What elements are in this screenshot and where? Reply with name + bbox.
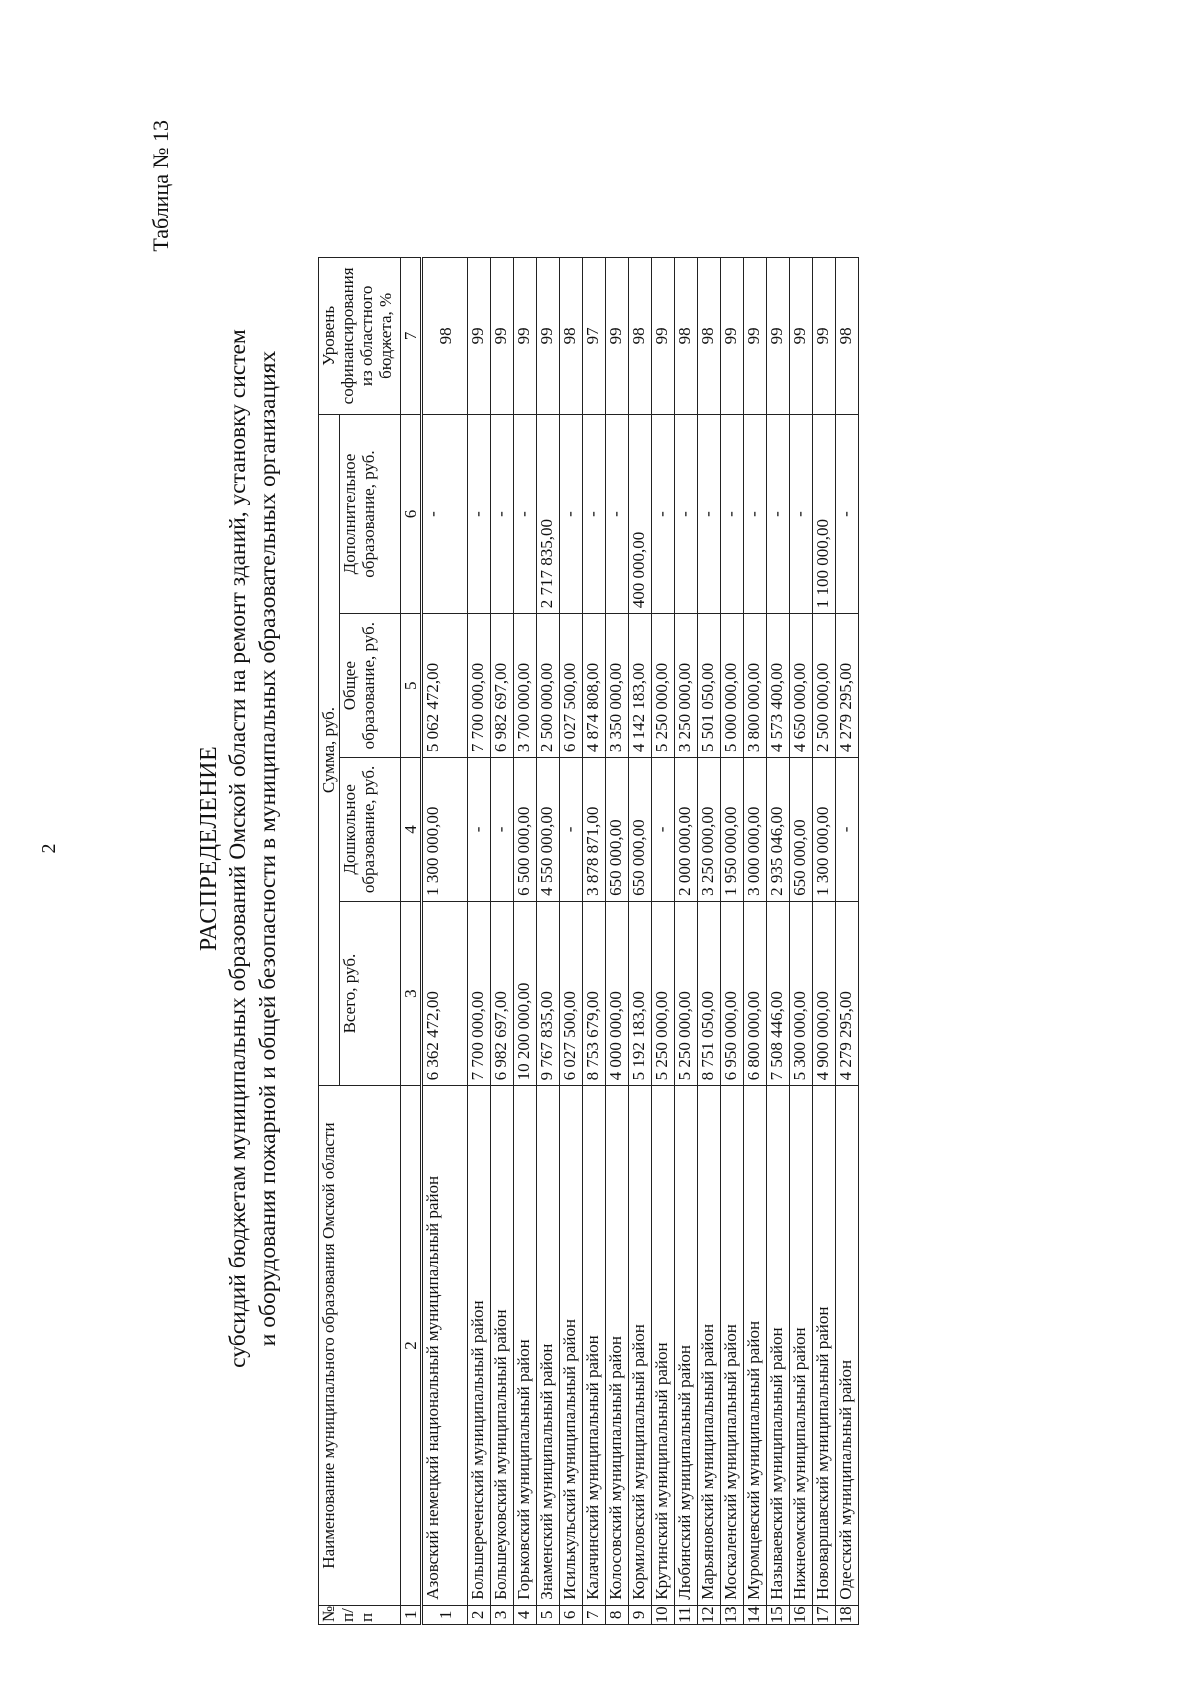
cell-no: 12	[698, 1605, 721, 1624]
cell-name: Крутинский муниципальный район	[652, 1086, 675, 1605]
cell-no: 10	[652, 1605, 675, 1624]
cell-no: 14	[744, 1605, 767, 1624]
cell-general: 3 700 000,00	[514, 614, 537, 758]
cell-preschool: -	[491, 758, 514, 902]
cell-additional: -	[491, 414, 514, 614]
column-number: 7	[401, 258, 422, 415]
cell-additional: -	[514, 414, 537, 614]
cell-rate: 99	[468, 258, 491, 415]
cell-general: 5 501 050,00	[698, 614, 721, 758]
cell-no: 16	[790, 1605, 813, 1624]
table-row	[583, 258, 606, 1625]
cell-rate: 99	[491, 258, 514, 415]
page-number: 2	[38, 843, 60, 854]
cell-name: Марьяновский муниципальный район	[698, 1086, 721, 1605]
cell-total: 7 700 000,00	[468, 901, 491, 1086]
cell-additional: -	[744, 414, 767, 614]
table-row	[491, 258, 514, 1625]
cell-total: 5 300 000,00	[790, 901, 813, 1086]
cell-name: Нововаршавский муниципальный район	[813, 1086, 836, 1605]
title-block	[195, 0, 283, 1697]
cell-no: 17	[813, 1605, 836, 1624]
cell-name: Называевский муниципальный район	[767, 1086, 790, 1605]
cell-name: Большеуковский муниципальный район	[491, 1086, 514, 1605]
cell-rate: 99	[606, 258, 629, 415]
cell-total: 4 279 295,00	[836, 901, 859, 1086]
cell-rate: 98	[675, 258, 698, 415]
cell-name: Знаменский муниципальный район	[537, 1086, 560, 1605]
cell-additional: -	[790, 414, 813, 614]
cell-name: Кормиловский муниципальный район	[629, 1086, 652, 1605]
cell-rate: 98	[560, 258, 583, 415]
header-general: Общее образование, руб.	[340, 614, 401, 758]
table-row	[698, 258, 721, 1625]
cell-no: 11	[675, 1605, 698, 1624]
cell-preschool: 1 300 000,00	[813, 758, 836, 902]
cell-total: 6 800 000,00	[744, 901, 767, 1086]
table-row	[675, 258, 698, 1625]
table-row	[721, 258, 744, 1625]
cell-total: 9 767 835,00	[537, 901, 560, 1086]
cell-total: 4 900 000,00	[813, 901, 836, 1086]
cell-name: Калачинский муниципальный район	[583, 1086, 606, 1605]
cell-total: 7 508 446,00	[767, 901, 790, 1086]
table-row	[468, 258, 491, 1625]
cell-preschool: 1 950 000,00	[721, 758, 744, 902]
column-number: 4	[401, 758, 422, 902]
table-row	[767, 258, 790, 1625]
cell-rate: 99	[790, 258, 813, 415]
cell-total: 8 753 679,00	[583, 901, 606, 1086]
cell-preschool: 3 000 000,00	[744, 758, 767, 902]
cell-name: Исилькульский муниципальный район	[560, 1086, 583, 1605]
table-row	[790, 258, 813, 1625]
header-no: № п/п	[319, 1605, 401, 1624]
cell-additional: -	[652, 414, 675, 614]
cell-general: 4 573 400,00	[767, 614, 790, 758]
document-subtitle-line-1: субсидий бюджетам муниципальных образований Омской области на ремонт зданий, установку систем	[225, 329, 251, 1368]
cell-general: 4 650 000,00	[790, 614, 813, 758]
cell-additional: -	[606, 414, 629, 614]
cell-total: 5 192 183,00	[629, 901, 652, 1086]
cell-rate: 99	[744, 258, 767, 415]
table-row	[629, 258, 652, 1625]
header-rate: Уровень софинансирования из областного бюджета, %	[319, 258, 401, 415]
header-sum-group: Сумма, руб.	[319, 414, 340, 1086]
cell-general: 3 800 000,00	[744, 614, 767, 758]
table-row	[422, 258, 468, 1625]
cell-name: Москаленский муниципальный район	[721, 1086, 744, 1605]
cell-no: 3	[491, 1605, 514, 1624]
cell-name: Нижнеомский муниципальный район	[790, 1086, 813, 1605]
cell-total: 6 982 697,00	[491, 901, 514, 1086]
table-row	[560, 258, 583, 1625]
cell-no: 9	[629, 1605, 652, 1624]
cell-preschool: 3 878 871,00	[583, 758, 606, 902]
cell-general: 3 350 000,00	[606, 614, 629, 758]
distribution-table	[318, 257, 859, 1625]
cell-general: 5 250 000,00	[652, 614, 675, 758]
cell-rate: 99	[537, 258, 560, 415]
cell-rate: 97	[583, 258, 606, 415]
cell-rate: 98	[629, 258, 652, 415]
cell-no: 6	[560, 1605, 583, 1624]
header-total: Всего, руб.	[340, 901, 401, 1086]
cell-total: 5 250 000,00	[652, 901, 675, 1086]
cell-rate: 98	[422, 258, 468, 415]
cell-rate: 99	[514, 258, 537, 415]
cell-total: 8 751 050,00	[698, 901, 721, 1086]
cell-name: Любинский муниципальный район	[675, 1086, 698, 1605]
column-number: 6	[401, 414, 422, 614]
column-number-row	[401, 258, 422, 1625]
table-row	[537, 258, 560, 1625]
cell-total: 6 950 000,00	[721, 901, 744, 1086]
cell-total: 5 250 000,00	[675, 901, 698, 1086]
cell-no: 1	[422, 1605, 468, 1624]
cell-additional: -	[767, 414, 790, 614]
cell-general: 6 027 500,00	[560, 614, 583, 758]
cell-name: Большереченский муниципальный район	[468, 1086, 491, 1605]
cell-name: Муромцевский муниципальный район	[744, 1086, 767, 1605]
cell-total: 4 000 000,00	[606, 901, 629, 1086]
cell-preschool: 650 000,00	[790, 758, 813, 902]
cell-general: 7 700 000,00	[468, 614, 491, 758]
cell-preschool: 2 000 000,00	[675, 758, 698, 902]
cell-general: 5 062 472,00	[422, 614, 468, 758]
cell-general: 4 279 295,00	[836, 614, 859, 758]
column-number: 2	[401, 1086, 422, 1605]
cell-rate: 99	[721, 258, 744, 415]
cell-additional: -	[583, 414, 606, 614]
cell-additional: -	[675, 414, 698, 614]
cell-general: 3 250 000,00	[675, 614, 698, 758]
column-number: 3	[401, 901, 422, 1086]
cell-no: 2	[468, 1605, 491, 1624]
table-row	[514, 258, 537, 1625]
cell-general: 6 982 697,00	[491, 614, 514, 758]
header-name: Наименование муниципального образования Омской области	[319, 1086, 401, 1605]
cell-additional: -	[560, 414, 583, 614]
cell-preschool: -	[560, 758, 583, 902]
cell-general: 4 142 183,00	[629, 614, 652, 758]
cell-no: 5	[537, 1605, 560, 1624]
cell-preschool: -	[468, 758, 491, 902]
cell-rate: 98	[698, 258, 721, 415]
document-subtitle-line-2: и оборудования пожарной и общей безопасности в муниципальных образовательных организациях	[255, 350, 281, 1347]
cell-no: 18	[836, 1605, 859, 1624]
table-row	[836, 258, 859, 1625]
table-number: Таблица № 13	[148, 120, 173, 252]
cell-name: Азовский немецкий национальный муниципальный район	[422, 1086, 468, 1605]
cell-additional: 1 100 000,00	[813, 414, 836, 614]
cell-additional: 2 717 835,00	[537, 414, 560, 614]
table-row	[652, 258, 675, 1625]
table-row	[606, 258, 629, 1625]
cell-additional: -	[422, 414, 468, 614]
cell-no: 4	[514, 1605, 537, 1624]
cell-preschool: 1 300 000,00	[422, 758, 468, 902]
cell-total: 6 362 472,00	[422, 901, 468, 1086]
table-row	[744, 258, 767, 1625]
cell-general: 2 500 000,00	[537, 614, 560, 758]
cell-rate: 98	[836, 258, 859, 415]
cell-additional: -	[468, 414, 491, 614]
cell-preschool: 2 935 046,00	[767, 758, 790, 902]
cell-additional: 400 000,00	[629, 414, 652, 614]
cell-rate: 99	[652, 258, 675, 415]
cell-rate: 99	[813, 258, 836, 415]
table-row	[813, 258, 836, 1625]
cell-name: Колосовский муниципальный район	[606, 1086, 629, 1605]
cell-total: 10 200 000,00	[514, 901, 537, 1086]
cell-no: 13	[721, 1605, 744, 1624]
header-additional: Дополнительное образование, руб.	[340, 414, 401, 614]
cell-additional: -	[721, 414, 744, 614]
cell-name: Горьковский муниципальный район	[514, 1086, 537, 1605]
cell-preschool: -	[836, 758, 859, 902]
cell-preschool: 650 000,00	[606, 758, 629, 902]
cell-general: 2 500 000,00	[813, 614, 836, 758]
document-title: РАСПРЕДЕЛЕНИЕ	[196, 745, 222, 952]
cell-general: 4 874 808,00	[583, 614, 606, 758]
column-number: 5	[401, 614, 422, 758]
header-preschool: Дошкольное образование, руб.	[340, 758, 401, 902]
cell-additional: -	[698, 414, 721, 614]
cell-no: 8	[606, 1605, 629, 1624]
cell-preschool: 650 000,00	[629, 758, 652, 902]
cell-name: Одесский муниципальный район	[836, 1086, 859, 1605]
cell-preschool: -	[652, 758, 675, 902]
cell-rate: 99	[767, 258, 790, 415]
cell-preschool: 3 250 000,00	[698, 758, 721, 902]
cell-general: 5 000 000,00	[721, 614, 744, 758]
cell-preschool: 4 550 000,00	[537, 758, 560, 902]
cell-total: 6 027 500,00	[560, 901, 583, 1086]
cell-no: 15	[767, 1605, 790, 1624]
cell-additional: -	[836, 414, 859, 614]
column-number: 1	[401, 1605, 422, 1624]
cell-no: 7	[583, 1605, 606, 1624]
cell-preschool: 6 500 000,00	[514, 758, 537, 902]
